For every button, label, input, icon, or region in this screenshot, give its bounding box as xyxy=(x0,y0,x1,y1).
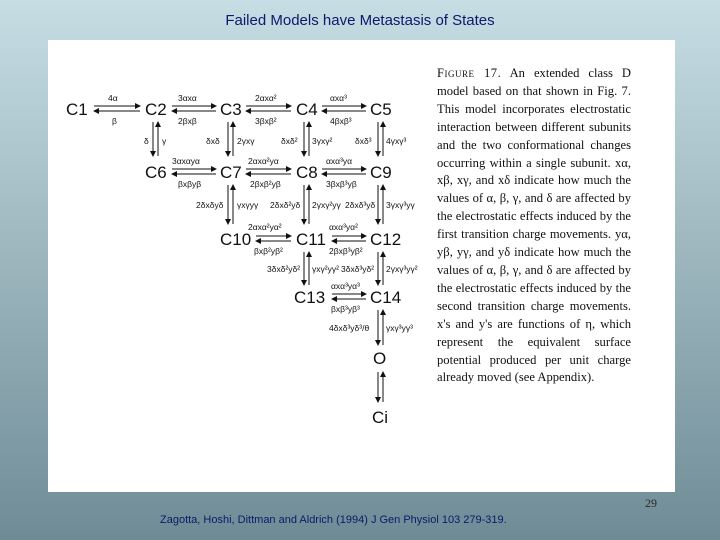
citation: Zagotta, Hoshi, Dittman and Aldrich (1994) J Gen Physiol 103 279-319. xyxy=(160,514,507,526)
rate-c4-c8-down: δxδ² xyxy=(281,136,298,146)
rate-c5-c9-up: 4γxγ³ xyxy=(386,136,407,146)
rate-c2-c3-forward: 3αxα xyxy=(178,93,197,103)
state-c12: C12 xyxy=(370,230,402,249)
rate-c11-c13-up: γxγ²yγ² xyxy=(312,264,339,274)
rate-c11-c12-backward: 2βxβ³yβ² xyxy=(329,246,363,256)
page-number: 29 xyxy=(645,496,657,510)
state-c6: C6 xyxy=(145,163,167,182)
state-c11: C11 xyxy=(296,230,326,249)
rate-c3-c7-up: 2γxγ xyxy=(237,136,255,146)
state-c4: C4 xyxy=(296,100,318,119)
caption-figure-label: Figure 17. xyxy=(437,66,502,80)
rate-c4-c5-forward: αxα³ xyxy=(330,93,347,103)
rate-c3-c7-down: δxδ xyxy=(206,136,220,146)
rate-c7-c10-up: γxγyγ xyxy=(237,200,259,210)
rate-c13-c14-backward: βxβ³yβ³ xyxy=(331,304,360,314)
rate-c6-c7-forward: 3αxαyα xyxy=(172,156,200,166)
rate-c8-c9-forward: αxα³yα xyxy=(326,156,353,166)
state-c1: C1 xyxy=(66,100,88,119)
rate-c7-c8-forward: 2αxα²yα xyxy=(248,156,279,166)
state-c7: C7 xyxy=(220,163,242,182)
rate-c14-o-up: γxγ³yγ³ xyxy=(386,323,413,333)
state-ci: Ci xyxy=(372,408,389,427)
rate-c13-c14-forward: αxα³yα³ xyxy=(331,281,360,291)
rate-c4-c5-backward: 4βxβ³ xyxy=(330,116,352,126)
rate-c4-c8-up: 3γxγ² xyxy=(312,136,333,146)
rate-c8-c11-up: 2γxγ²yγ xyxy=(312,200,341,210)
state-c8: C8 xyxy=(296,163,318,182)
rate-c11-c13-down: 3δxδ²yδ² xyxy=(267,264,301,274)
state-c9: C9 xyxy=(370,163,392,182)
rate-c6-c7-backward: βxβyβ xyxy=(178,179,202,189)
rate-c3-c4-backward: 3βxβ² xyxy=(255,116,277,126)
rate-c8-c11-down: 2δxδ²yδ xyxy=(270,200,301,210)
state-c10: C10 xyxy=(220,230,252,249)
slide-title: Failed Models have Metastasis of States xyxy=(225,12,495,29)
rate-c3-c4-forward: 2αxα² xyxy=(255,93,277,103)
rate-c7-c8-backward: 2βxβ²yβ xyxy=(250,179,281,189)
state-c2: C2 xyxy=(145,100,167,119)
rate-c9-c12-down: 2δxδ³yδ xyxy=(345,200,376,210)
caption-text: An extended class D model based on that shown in Fig. 7. This model incorporates electrostatic interaction between different subunits and the two conformational changes occurring within a single subunit. xα, xβ, xγ, and xδ indicate how much the values of α, β, γ, and δ are affected by the electrostatic effects induced by the first transition charge movements. yα, yβ, yγ, and yδ indicate how much the values of α, β, γ, and δ are affected by the electrostatic effects induced by the second transition charge movements. x's and y's are functions of η, which represent the equivalent surface potential produced per unit charge already moved (see Appendix). xyxy=(437,66,631,385)
state-o: O xyxy=(373,349,387,368)
rate-c10-c11-forward: 2αxα²yα² xyxy=(248,222,282,232)
rate-c7-c10-down: 2δxδyδ xyxy=(196,200,224,210)
rate-c12-c14-down: 3δxδ³yδ² xyxy=(341,264,375,274)
figure-panel xyxy=(48,40,675,492)
rate-c11-c12-forward: αxα³yα² xyxy=(329,222,358,232)
gating-scheme-diagram xyxy=(48,40,438,460)
rate-c10-c11-backward: βxβ²yβ² xyxy=(254,246,283,256)
rate-c2-c3-backward: 2βxβ xyxy=(178,116,197,126)
figure-caption xyxy=(437,65,631,387)
rate-c14-o-down: 4δxδ³yδ³/θ xyxy=(329,323,370,333)
rate-c2-c6-down: δ xyxy=(144,136,149,146)
rate-c1-c2-backward: β xyxy=(112,116,117,126)
state-c5: C5 xyxy=(370,100,392,119)
rate-c9-c12-up: 3γxγ³yγ xyxy=(386,200,415,210)
state-c3: C3 xyxy=(220,100,242,119)
rate-c8-c9-backward: 3βxβ³yβ xyxy=(326,179,357,189)
rate-c1-c2-forward: 4α xyxy=(108,93,118,103)
rate-c5-c9-down: δxδ³ xyxy=(355,136,372,146)
state-c13: C13 xyxy=(294,288,326,307)
rate-c12-c14-up: 2γxγ³yγ² xyxy=(386,264,418,274)
state-c14: C14 xyxy=(370,288,402,307)
rate-c2-c6-up: γ xyxy=(162,136,167,146)
